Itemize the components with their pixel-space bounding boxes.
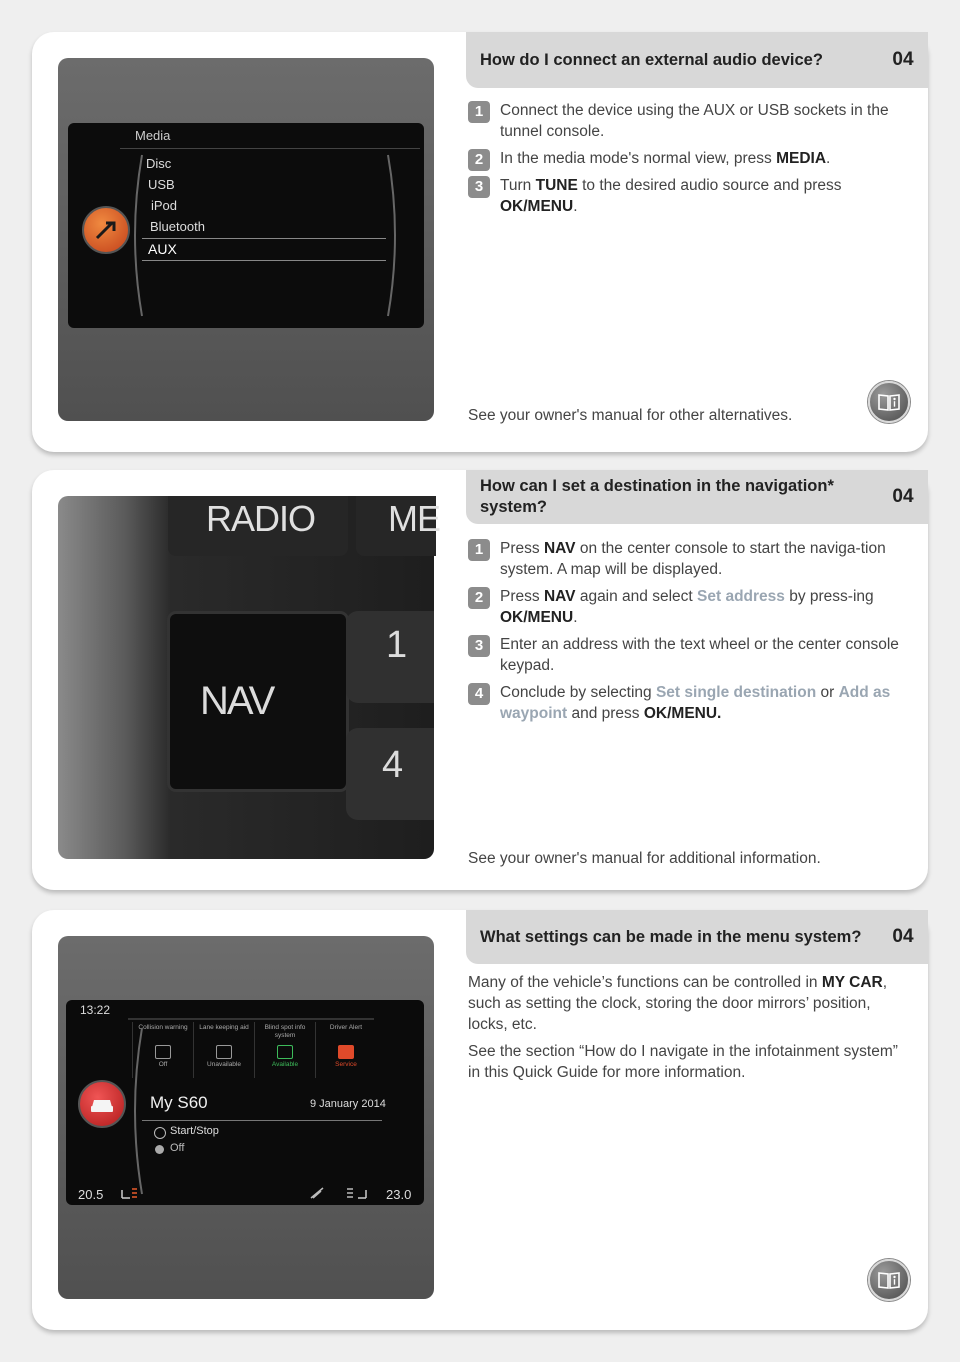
tile-label: Collision warning (138, 1024, 188, 1031)
tile-status-icon (216, 1045, 232, 1059)
temp-left: 20.5 (78, 1187, 104, 1202)
control-name: OK/MENU (500, 609, 574, 626)
section-title: How do I connect an external audio device? (480, 50, 823, 69)
owners-manual-icon[interactable] (868, 1259, 910, 1301)
tile-label: Lane keeping aid (199, 1024, 249, 1031)
menu-option-text: Set single destination (655, 684, 817, 701)
control-name: OK/MENU. (643, 705, 722, 722)
control-name: MY CAR (821, 974, 883, 991)
media-item-bluetooth[interactable]: Bluetooth (150, 219, 205, 234)
tile-status: Available (271, 1061, 299, 1068)
temp-right: 23.0 (386, 1187, 412, 1202)
step-text: , such as setting the clock, storing the door mirrors’ position, locks, etc. (468, 974, 888, 1033)
step-text: Press (500, 588, 544, 605)
step-body (500, 538, 910, 580)
step-number-badge: 2 (468, 149, 490, 171)
screen-left-arc (124, 153, 144, 318)
tile-status-icon (155, 1045, 171, 1059)
step-item (468, 586, 910, 628)
tile-status-icon (338, 1045, 354, 1059)
tile-label: Blind spot info system (264, 1024, 306, 1039)
step-number-badge: 2 (468, 587, 490, 609)
step-text: Conclude by selecting (500, 684, 656, 701)
footer-note: See your owner's manual for other alternatives. (468, 407, 793, 424)
step-item (468, 634, 910, 676)
media-item-aux[interactable]: AUX (148, 241, 177, 257)
tile-status: Service (335, 1061, 357, 1068)
step-text: or (816, 684, 839, 701)
driver-support-tiles (132, 1022, 376, 1078)
step-text: Turn (500, 177, 536, 194)
step-text: See the section “How do I navigate in the infotainment system” in this Quick Guide for more information. (468, 1043, 898, 1081)
steps-list (468, 100, 910, 223)
step-body (500, 682, 910, 724)
nav-button-photo (58, 496, 440, 859)
media-button-label[interactable]: ME (388, 498, 440, 539)
paragraph (468, 1041, 910, 1083)
step-number-badge: 3 (468, 176, 490, 198)
screen-right-arc (386, 153, 406, 318)
step-text: by press-ing (784, 588, 874, 605)
chapter-number: 04 (892, 926, 914, 947)
paragraph (468, 972, 910, 1035)
step-number-badge: 4 (468, 683, 490, 705)
step-number-badge: 1 (468, 101, 490, 123)
date-display: 9 January 2014 (310, 1098, 386, 1110)
step-text: on the center console to start the naviga-tion system. A map will be displayed. (500, 540, 886, 578)
media-screen-photo (58, 58, 434, 421)
step-body (500, 175, 910, 217)
screen-left-arc (124, 1026, 144, 1196)
my-car-screen-photo (58, 936, 434, 1299)
start-stop-status: Off (170, 1142, 185, 1154)
step-body (500, 634, 910, 676)
section-audio-card (32, 32, 928, 452)
nav-button-label: NAV (200, 679, 274, 723)
control-name: NAV (543, 540, 576, 557)
step-text: . (573, 609, 578, 626)
section-header (466, 910, 928, 964)
section-header (466, 32, 928, 88)
radio-button-label[interactable]: RADIO (206, 498, 316, 539)
keypad-label-4: 4 (382, 744, 404, 786)
chapter-number: 04 (892, 49, 914, 70)
media-item-ipod[interactable]: iPod (151, 198, 178, 213)
clock-time: 13:22 (80, 1003, 111, 1017)
footer-note: See your owner's manual for additional information. (468, 850, 821, 867)
media-item-disc[interactable]: Disc (146, 156, 172, 171)
step-text: and press (567, 705, 644, 722)
media-source-icon (82, 206, 130, 254)
step-body (500, 148, 910, 169)
control-name: NAV (543, 588, 576, 605)
driver-support-tile[interactable] (315, 1022, 376, 1078)
car-name: My S60 (150, 1093, 208, 1112)
step-text: . (573, 198, 578, 215)
control-name: MEDIA (776, 150, 827, 167)
step-text: Enter an address with the text wheel or the center console keypad. (500, 636, 899, 674)
step-text: In the media mode's normal view, press (500, 150, 777, 167)
driver-support-tile[interactable] (254, 1022, 315, 1078)
section-title: How can I set a destination in the navigation* system? (480, 477, 834, 516)
driver-support-tile[interactable] (193, 1022, 254, 1078)
step-body (500, 586, 910, 628)
fan-icon (308, 1186, 326, 1200)
menu-option-text: Set address (697, 588, 785, 605)
step-item (468, 175, 910, 217)
step-text: again and select (575, 588, 698, 605)
section-title: What settings can be made in the menu system? (480, 927, 862, 946)
step-text: Connect the device using the AUX or USB sockets in the tunnel console. (500, 102, 889, 140)
step-text: . (826, 150, 831, 167)
start-stop-icon (154, 1127, 166, 1139)
step-item (468, 682, 910, 724)
section-settings-card (32, 910, 928, 1330)
section-header (466, 470, 928, 524)
tile-label: Driver Alert (329, 1024, 363, 1031)
steps-list (468, 538, 910, 730)
media-screen-header: Media (135, 128, 171, 143)
step-text: to the desired audio source and press (577, 177, 842, 194)
step-number-badge: 3 (468, 635, 490, 657)
step-item (468, 100, 910, 142)
step-item (468, 538, 910, 580)
tile-status: Unavailable (207, 1061, 241, 1068)
chapter-number: 04 (892, 486, 914, 507)
seat-heat-left-icon (120, 1186, 138, 1200)
step-body (500, 100, 910, 142)
control-name: OK/MENU (500, 198, 574, 215)
step-number-badge: 1 (468, 539, 490, 561)
start-stop-label[interactable]: Start/Stop (170, 1125, 219, 1137)
my-car-icon (78, 1080, 126, 1128)
section-navigation-card (32, 470, 928, 890)
tile-status: Off (158, 1061, 168, 1068)
step-item (468, 148, 910, 169)
body-text (468, 972, 910, 1089)
tile-status-icon (277, 1045, 293, 1059)
control-name: TUNE (535, 177, 578, 194)
menu-option-text: Add as waypoint (500, 684, 891, 722)
seat-heat-right-icon (346, 1186, 370, 1200)
owners-manual-icon[interactable] (868, 381, 910, 423)
step-text: Many of the vehicle’s functions can be controlled in (468, 974, 822, 991)
media-item-usb[interactable]: USB (148, 177, 175, 192)
step-text: Press (500, 540, 544, 557)
status-dot-icon (155, 1145, 164, 1154)
keypad-label-1: 1 (386, 624, 408, 666)
